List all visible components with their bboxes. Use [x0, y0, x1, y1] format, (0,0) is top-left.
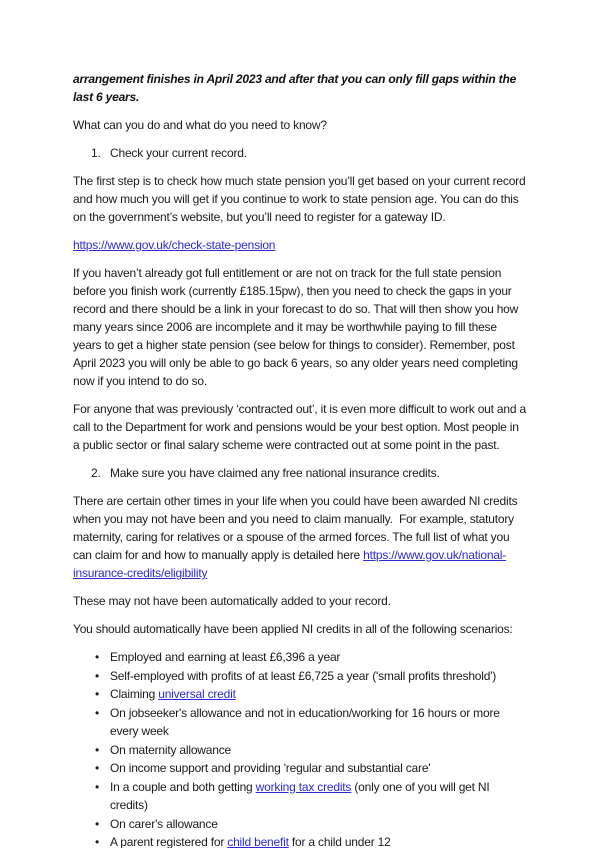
paragraph-not-automatic: These may not have been automatically added to your record.: [73, 594, 391, 608]
working-tax-credits-link[interactable]: working tax credits: [255, 779, 352, 794]
list-number: 2.: [91, 466, 101, 480]
bullet-text: On income support and providing 'regular and substantial care': [110, 761, 431, 775]
paragraph-entitlement: If you haven’t already got full entitlement or are not on track for the full state pension before you finish work (currently £185.15pw), then you need to check the gaps in your record and there should be a link in your forecast to do so. That will then show you how many years since 2006 are incomplete and it may be worthwhile paying to fill these years to get a higher state pension (see below for things to consider). Remember, post April 2023 you will only be able to go back 6 years, so any older years need completing now if you intend to do so.: [73, 266, 522, 388]
paragraph-check-record: The first step is to check how much state pension you’ll get based on your current record and how much you will get if you continue to work to state pension age. You can do this on the government’s website, but you’ll need to register for a gateway ID.: [73, 174, 529, 224]
bullet-text: for a child under 12: [288, 835, 391, 848]
list-item: [73, 685, 528, 704]
universal-credit-link[interactable]: universal credit: [158, 687, 236, 701]
numbered-item-label: Check your current record.: [110, 146, 247, 160]
list-item: [73, 778, 528, 815]
paragraph-scenarios-intro: You should automatically have been applied NI credits in all of the following scenarios:: [73, 622, 513, 636]
list-number: 1.: [91, 146, 101, 160]
bullet-text: In a couple and both getting: [110, 779, 256, 794]
bullet-text: Self-employed with profits of at least £6,725 a year ('small profits threshold'): [110, 668, 497, 683]
list-item: [73, 648, 528, 667]
list-item: [73, 833, 528, 848]
list-item: [73, 741, 528, 760]
list-item: [73, 667, 528, 686]
check-state-pension-link[interactable]: https://www.gov.uk/check-state-pension: [73, 238, 276, 252]
list-item: [73, 815, 528, 834]
question-paragraph: What can you do and what do you need to know?: [73, 118, 327, 132]
paragraph-contracted-out: For anyone that was previously ‘contracted out’, it is even more difficult to work out and a call to the Department for work and pensions would be your best option. Most people in a public sector or final salary scheme were contracted out at some point in the past.: [73, 402, 530, 452]
bullet-text: On jobseeker's allowance and not in education/working for 16 hours or more every week: [110, 705, 500, 738]
bullet-text: A parent registered for: [110, 835, 228, 848]
child-benefit-link[interactable]: child benefit: [227, 835, 289, 848]
numbered-item-1: [73, 144, 528, 162]
ni-credit-scenarios-list: [73, 648, 528, 848]
list-item: [73, 704, 528, 741]
bullet-text: On carer's allowance: [110, 816, 218, 831]
ni-credits-text: There are certain other times in your life when you could have been awarded NI credits when you may not have been and you need to claim manually. For example, statutory maternity, caring for relatives or a spouse of the armed forces. The full list of what you can claim for and how to manually apply is detailed here: [73, 494, 521, 562]
numbered-item-label: Make sure you have claimed any free national insurance credits.: [110, 466, 440, 480]
paragraph-check-link: [73, 236, 528, 254]
paragraph-ni-credits: [73, 492, 528, 582]
list-item: [73, 759, 528, 778]
bullet-text: Employed and earning at least £6,396 a year: [110, 650, 341, 664]
lead-paragraph: arrangement finishes in April 2023 and after that you can only fill gaps within the last 6 years.: [73, 72, 520, 104]
numbered-item-2: [73, 464, 528, 482]
bullet-text: On maternity allowance: [110, 742, 231, 757]
national-insurance-credits-link[interactable]: https://www.gov.uk/national-insurance-credits/eligibility: [73, 548, 507, 580]
bullet-text: Claiming: [110, 687, 159, 701]
bullet-text: (only one of you will get NI credits): [110, 779, 490, 812]
